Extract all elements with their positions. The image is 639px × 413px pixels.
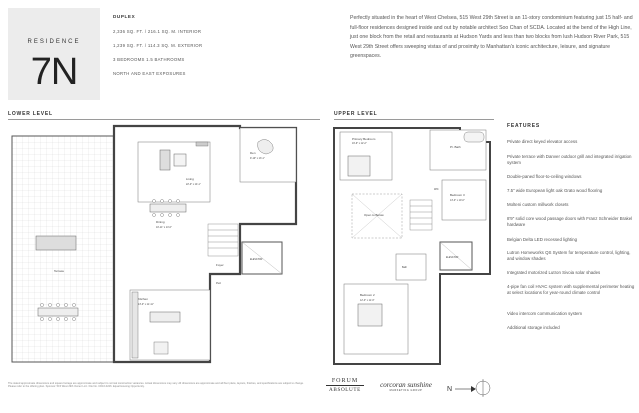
svg-text:N: N — [447, 386, 453, 393]
bedroom2-label: Bedroom 2 — [360, 293, 375, 297]
living-room — [138, 142, 210, 202]
primary-bedroom-size: 16'-9" x 12'-2" — [352, 142, 367, 145]
primary-bath-label: Pr. Bath — [450, 145, 461, 149]
upper-elevator-label: ELEVATOR — [446, 256, 459, 259]
primary-bed — [348, 156, 370, 176]
corcoran-logo-text: corcoran sunshine — [380, 381, 432, 389]
terrace-table — [38, 308, 78, 316]
spec-exterior: 1,239 SQ. FT. / 114.3 SQ. M. EXTERIOR — [113, 43, 203, 48]
den-size: 9'-10" x 13'-1" — [250, 157, 265, 160]
living-label: Living — [186, 177, 194, 181]
bath2-room — [396, 254, 426, 280]
legal-disclaimer: The stated approximate dimensions and square footage are approximate and subject to normal construction variances. Actual dimensions may vary. All dimensions are approximate and all floor plans, layouts, finishes, and specifications are subject to change. Please refer to the offering plan. Sponsor: 515 West 29th Owner LLC. File No. CD16-0226. Equal Housing Opportunity. — [8, 382, 304, 389]
feature-item: Integrated motorized Lutron Sivoia solar shades — [507, 270, 601, 275]
spec-type: DUPLEX — [113, 14, 136, 19]
primary-bedroom-label: Primary Bedroom — [352, 137, 376, 141]
residence-number: 7N — [30, 51, 78, 93]
intro-paragraph: Perfectly situated in the heart of West Chelsea, 515 West 29th Street is an 11-story condominium featuring just 15 half- and full-floor residences designed inside and out by notable architect Soo Chan of SCDA. Located at the bend of the High Line, just one block from the retail and restaurants at Hudson Yards and less than two blocks from lush Hudson River Park, 515 West 29th Street offers sweeping vistas of and proximity to Manhattan's iconic architecture, leisure, and signature greenspaces. — [350, 15, 633, 60]
forum-logo-text: FORUM — [331, 378, 359, 384]
kitchen-counter — [132, 292, 138, 358]
dining-label: Dining — [156, 220, 165, 224]
bedroom3-size: 13'-0" x 10'-0" — [450, 199, 465, 202]
upper-level-rule — [334, 119, 494, 120]
feature-item: Belgian Delta LED recessed lighting — [507, 237, 578, 242]
feature-item: Lutron Homeworks QS System for temperature control, lighting, and window shades — [507, 250, 631, 262]
forum-absolute-logo — [326, 378, 364, 393]
dining-size: 10'-11" x 14'-0" — [156, 226, 172, 229]
wic-label: WIC — [434, 188, 439, 191]
upper-level-plan — [330, 124, 505, 369]
feature-item: Double-paned floor-to-ceiling windows — [507, 174, 582, 179]
feature-item: Video intercom communication system — [507, 311, 583, 316]
living-size: 22'-0" x 14'-1" — [186, 183, 201, 186]
bathtub — [464, 132, 484, 142]
foyer-label: Foyer — [216, 263, 224, 267]
features-title: FEATURES — [507, 123, 540, 129]
living-table — [174, 154, 186, 166]
spec-exposures: NORTH AND EAST EXPOSURES — [113, 71, 186, 76]
corcoran-sunshine-logo — [376, 381, 436, 392]
absolute-logo-text: ABSOLUTE — [326, 385, 364, 393]
feature-item: Molteni custom millwork closets — [507, 202, 569, 207]
living-sofa — [160, 150, 170, 170]
spec-interior: 2,336 SQ. FT. / 216.1 SQ. M. INTERIOR — [113, 29, 202, 34]
bedroom2-size: 12'-0" x 11'-0" — [360, 299, 375, 302]
feature-item: Additional storage included — [507, 325, 560, 330]
residence-label: RESIDENCE — [27, 39, 81, 45]
terrace-label: Terrace — [54, 269, 65, 273]
lower-level-title: LOWER LEVEL — [8, 111, 53, 117]
north-arrow-icon — [445, 376, 493, 400]
feature-item: 4-pipe fan coil HVAC system with supplemental perimeter heating at select locations for year-round climate control — [507, 284, 635, 296]
pwd-label: Pwd — [216, 282, 221, 285]
feature-item: Private terrace with Danver outdoor grill and integrated irrigation system — [507, 154, 632, 166]
feature-item: 7.5" wide European light oak Grato wood flooring — [507, 188, 603, 193]
den-label: Den — [250, 151, 256, 155]
kitchen-size: 13'-0" x 11'-11" — [138, 303, 154, 306]
spec-rooms: 3 BEDROOMS 1.5 BATHROOMS — [113, 57, 185, 62]
open-to-below-label: Open to Below — [364, 213, 384, 217]
residence-box — [8, 8, 100, 100]
bath2-label: Bath — [402, 266, 407, 269]
upper-level-title: UPPER LEVEL — [334, 111, 378, 117]
lower-level-plan — [10, 124, 310, 374]
corcoran-logo-sub: MARKETING GROUP — [389, 389, 423, 392]
bedroom3-label: Bedroom 3 — [450, 193, 465, 197]
feature-item: 8'9" solid core wood passage doors with Franz Schneider Brakel hardware — [507, 216, 633, 228]
terrace-sofa — [36, 236, 76, 250]
kitchen-island — [150, 312, 180, 322]
feature-item: Private direct keyed elevator access — [507, 139, 578, 144]
kitchen-label: Kitchen — [138, 297, 149, 301]
lower-level-rule — [8, 119, 320, 120]
dining-table — [150, 204, 186, 212]
den-room — [240, 128, 296, 182]
elevator-label: ELEVATOR — [250, 258, 263, 261]
bedroom2-bed — [358, 304, 382, 326]
